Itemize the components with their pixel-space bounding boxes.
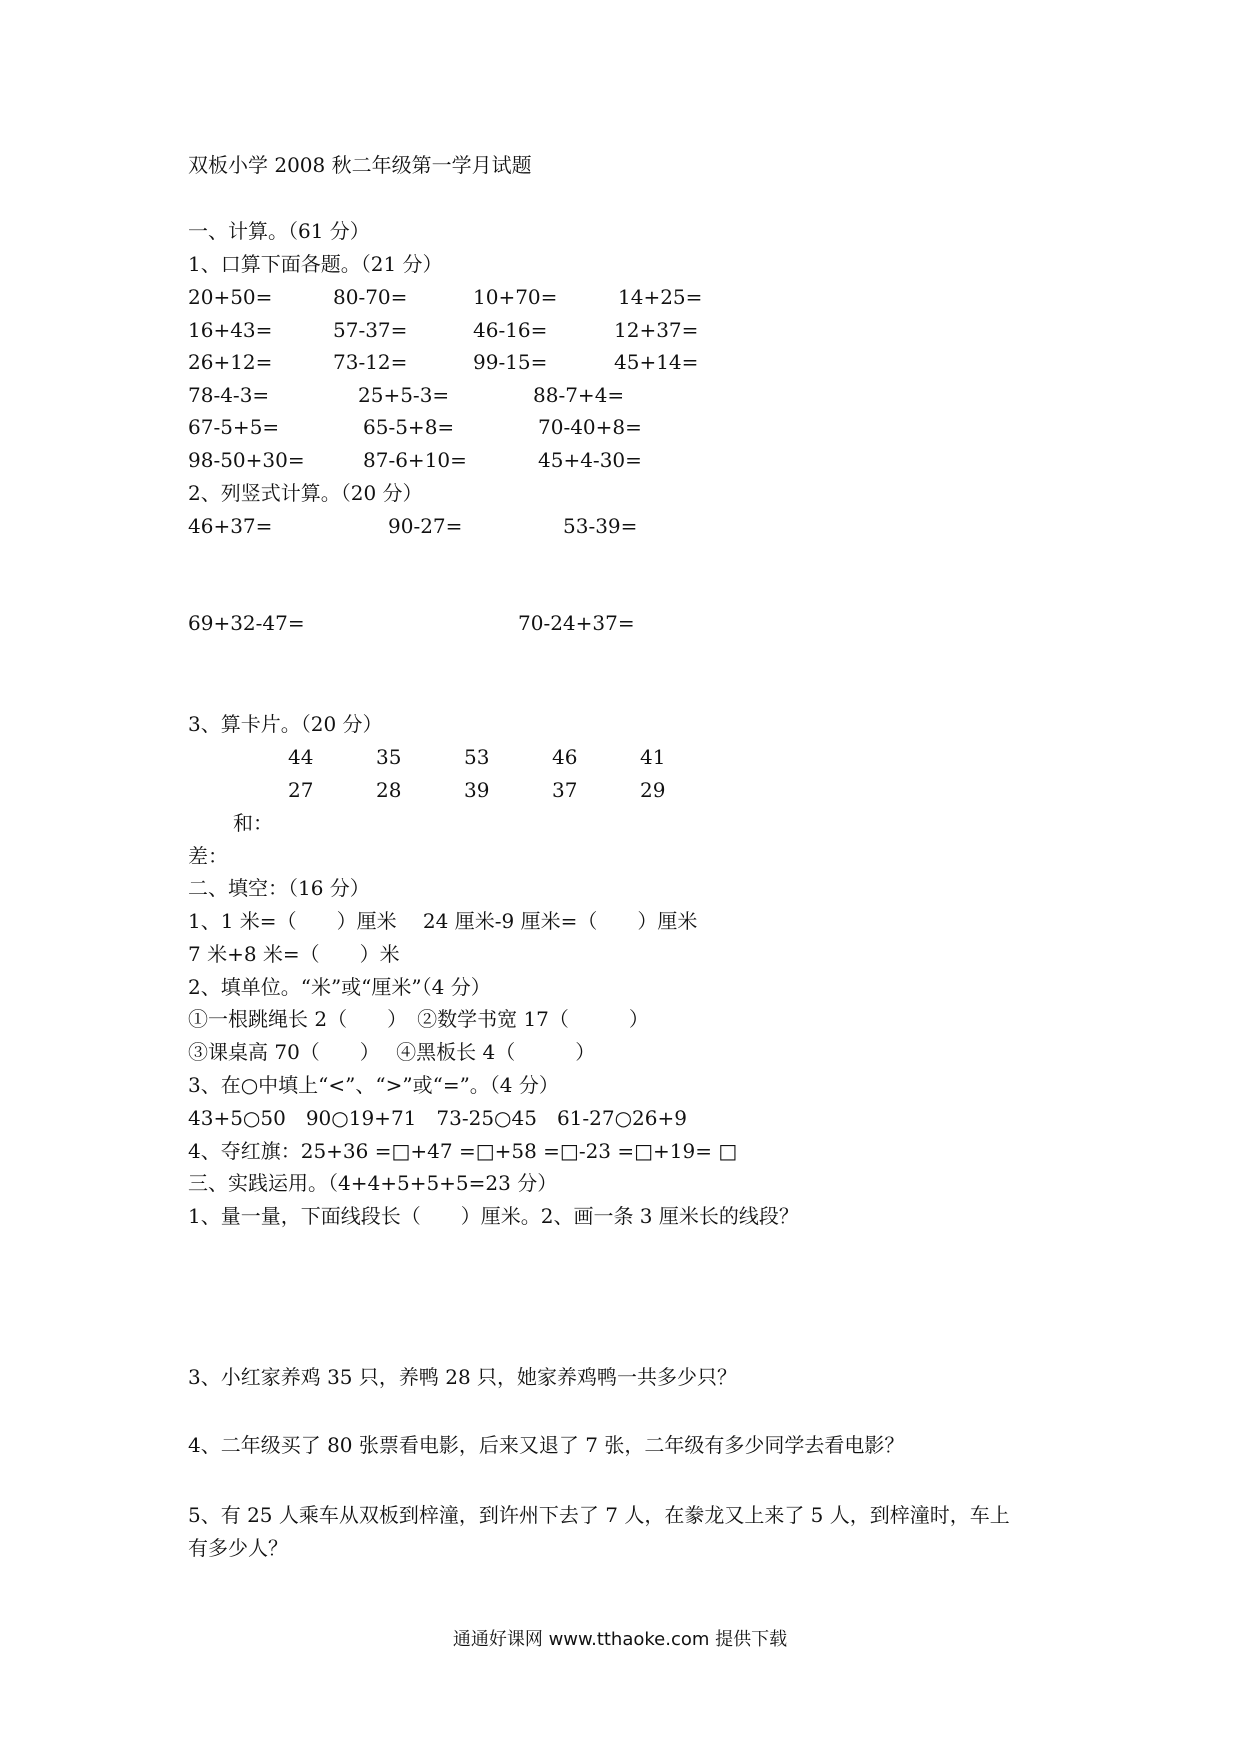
card-number: 44: [288, 745, 314, 769]
oral-calc-item: 65-5+8=: [363, 415, 455, 439]
compare-line: 43+5○50 90○19+71 73-25○45 61-27○26+9: [188, 1106, 687, 1130]
red-flag-line: 4、夺红旗：25+36 =□+47 =□+58 =□-23 =□+19= □: [188, 1139, 738, 1163]
practice-question: 1、量一量，下面线段长（ ）厘米。2、画一条 3 厘米长的线段？: [188, 1204, 799, 1228]
card-number: 35: [376, 745, 402, 769]
page-title: 双板小学 2008 秋二年级第一学月试题: [188, 153, 532, 177]
section1-heading: 一、计算。（61 分）: [188, 219, 370, 243]
fill-blank-line: 1、1 米=（ ）厘米 24 厘米-9 厘米=（ ）厘米: [188, 909, 698, 933]
practice-question: 3、小红家养鸡 35 只，养鸭 28 只，她家养鸡鸭一共多少只？: [188, 1365, 738, 1389]
oral-calc-item: 25+5-3=: [358, 383, 450, 407]
q3-heading: 3、算卡片。（20 分）: [188, 712, 383, 736]
oral-calc-item: 16+43=: [188, 318, 273, 342]
card-number: 39: [464, 778, 490, 802]
card-number: 53: [464, 745, 490, 769]
fill-blank-line: 7 米+8 米=（ ）米: [188, 942, 400, 966]
practice-question: 有多少人？: [188, 1536, 288, 1560]
oral-calc-item: 73-12=: [333, 350, 408, 374]
oral-calc-item: 26+12=: [188, 350, 273, 374]
unit-line: ①一根跳绳长 2（ ） ②数学书宽 17（ ）: [188, 1007, 649, 1031]
q1-heading: 1、口算下面各题。（21 分）: [188, 252, 443, 276]
unit-heading: 2、填单位。“米”或“厘米”（4 分）: [188, 975, 491, 999]
oral-calc-item: 10+70=: [473, 285, 558, 309]
card-number: 27: [288, 778, 314, 802]
diff-label: 差：: [188, 844, 228, 868]
oral-calc-item: 14+25=: [618, 285, 703, 309]
card-number: 41: [640, 745, 666, 769]
oral-calc-item: 12+37=: [614, 318, 699, 342]
card-number: 37: [552, 778, 578, 802]
oral-calc-item: 88-7+4=: [533, 383, 625, 407]
oral-calc-item: 45+4-30=: [538, 448, 642, 472]
footer-source: 通通好课网 www.tthaoke.com 提供下载: [452, 1629, 788, 1650]
oral-calc-item: 67-5+5=: [188, 415, 280, 439]
vertical-calc-item: 90-27=: [388, 514, 463, 538]
oral-calc-item: 70-40+8=: [538, 415, 642, 439]
oral-calc-item: 98-50+30=: [188, 448, 305, 472]
q2-heading: 2、列竖式计算。（20 分）: [188, 481, 423, 505]
compare-heading: 3、在○中填上“<”、“>”或“=”。（4 分）: [188, 1073, 559, 1097]
oral-calc-item: 99-15=: [473, 350, 548, 374]
oral-calc-item: 57-37=: [333, 318, 408, 342]
card-number: 28: [376, 778, 402, 802]
card-number: 46: [552, 745, 578, 769]
practice-question: 4、二年级买了 80 张票看电影，后来又退了 7 张，二年级有多少同学去看电影？: [188, 1433, 905, 1457]
vertical-calc-item: 70-24+37=: [518, 611, 635, 635]
practice-question: 5、有 25 人乘车从双板到梓潼，到许州下去了 7 人，在豢龙又上来了 5 人，到梓潼时，车上: [188, 1503, 1010, 1527]
oral-calc-item: 45+14=: [614, 350, 699, 374]
oral-calc-item: 20+50=: [188, 285, 273, 309]
section2-heading: 二、填空：（16 分）: [188, 876, 370, 900]
unit-line: ③课桌高 70（ ） ④黑板长 4（ ）: [188, 1040, 596, 1064]
oral-calc-item: 78-4-3=: [188, 383, 270, 407]
card-number: 29: [640, 778, 666, 802]
vertical-calc-item: 46+37=: [188, 514, 273, 538]
oral-calc-item: 80-70=: [333, 285, 408, 309]
oral-calc-item: 46-16=: [473, 318, 548, 342]
sum-label: 和：: [233, 811, 273, 835]
vertical-calc-item: 53-39=: [563, 514, 638, 538]
section3-heading: 三、实践运用。（4+4+5+5+5=23 分）: [188, 1171, 558, 1195]
oral-calc-item: 87-6+10=: [363, 448, 467, 472]
vertical-calc-item: 69+32-47=: [188, 611, 305, 635]
